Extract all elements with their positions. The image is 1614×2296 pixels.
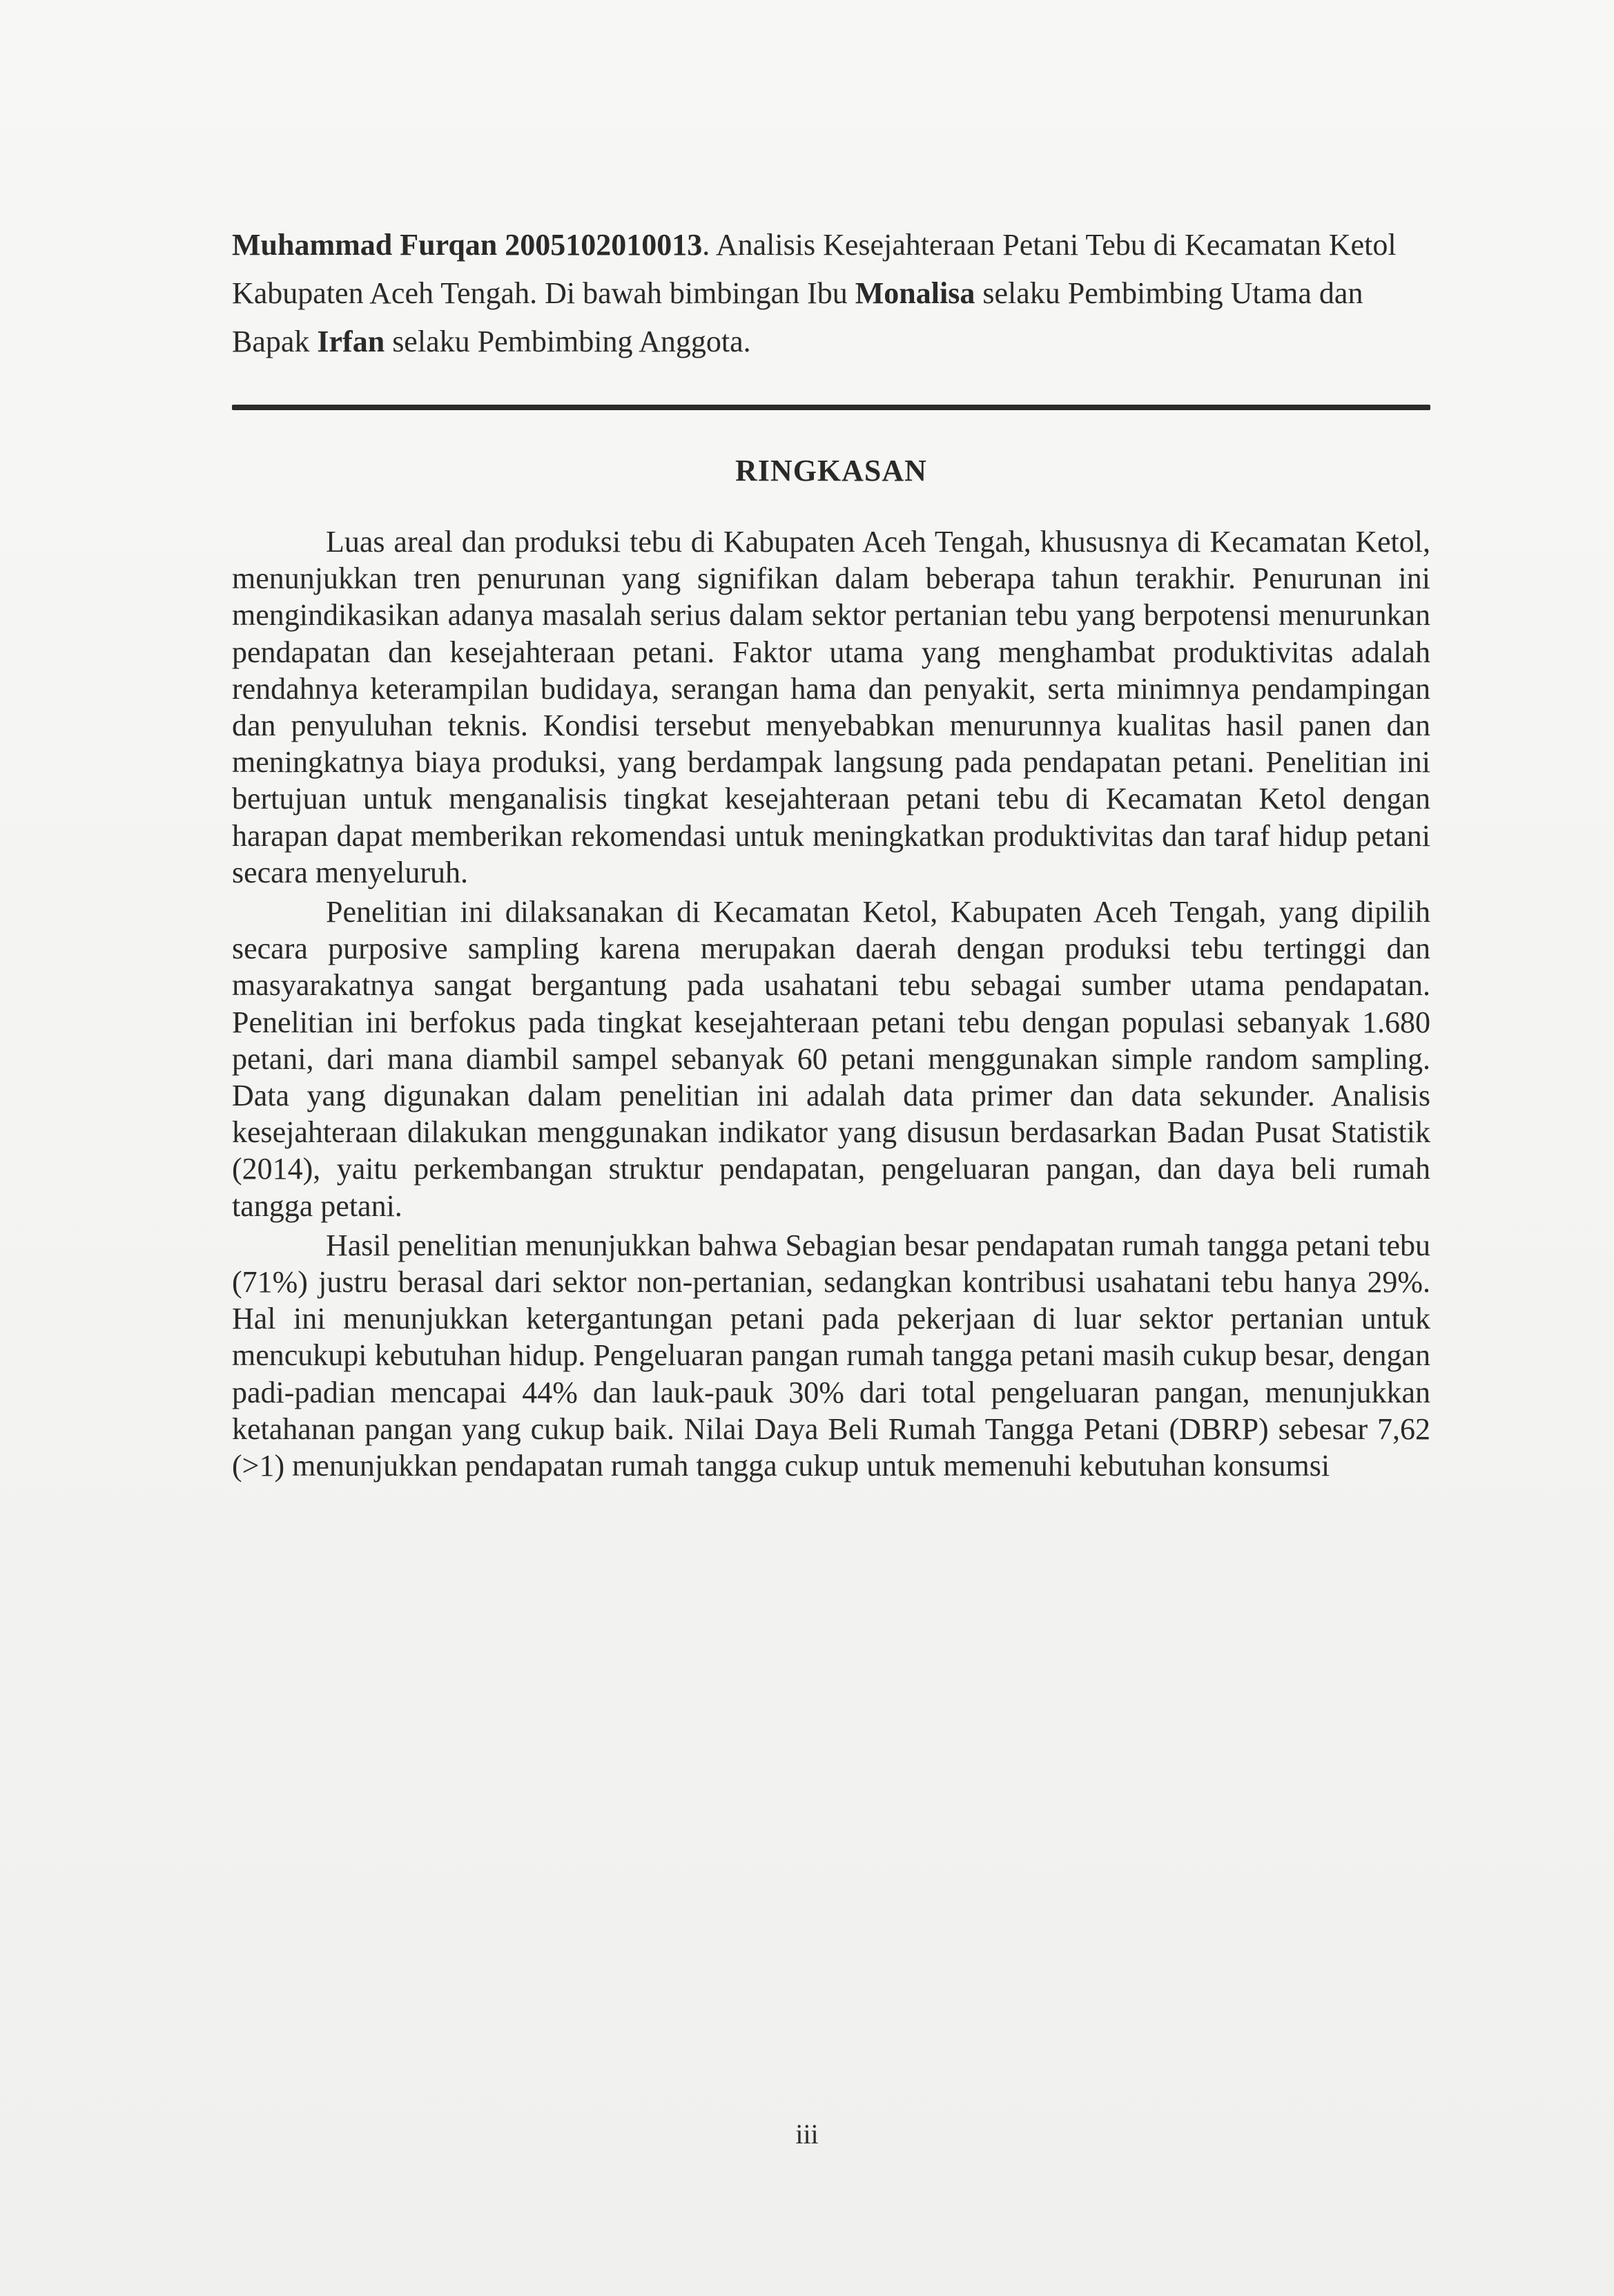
main-supervisor-name: Monalisa: [855, 276, 975, 310]
author-name-nim: Muhammad Furqan 2005102010013: [232, 228, 703, 262]
section-title: RINGKASAN: [735, 454, 927, 488]
summary-paragraph-1: Luas areal dan produksi tebu di Kabupaten Aceh Tengah, khususnya di Kecamatan Ketol, menunjukkan tren penurunan yang signifikan dalam beberapa tahun terakhir. Penurunan ini mengindikasikan adanya masalah serius dalam sektor pertanian tebu yang berpotensi menurunkan pendapatan dan kesejahteraan petani. Faktor utama yang menghambat produktivitas adalah rendahnya keterampilan budidaya, serangan hama dan penyakit, serta minimnya pendampingan dan penyuluhan teknis. Kondisi tersebut menyebabkan menurunnya kualitas hasil panen dan meningkatnya biaya produksi, yang berdampak langsung pada pendapatan petani. Penelitian ini bertujuan untuk menganalisis tingkat kesejahteraan petani tebu di Kecamatan Ketol dengan harapan dapat memberikan rekomendasi untuk meningkatkan produktivitas dan taraf hidup petani secara menyeluruh.: [232, 525, 1430, 889]
member-supervisor-name: Irfan: [317, 325, 385, 358]
header-text-2: selaku Pembimbing Utama dan Bapak: [232, 276, 1363, 358]
page-number: iii: [795, 2119, 819, 2150]
page-content: [232, 221, 1430, 1484]
header-text-1: . Analisis Kesejahteraan Petani Tebu di Kecamatan Ketol Kabupaten Aceh Tengah. Di bawah bimbingan Ibu: [232, 228, 1397, 310]
summary-paragraph-2: Penelitian ini dilaksanakan di Kecamatan Ketol, Kabupaten Aceh Tengah, yang dipilih secara purposive sampling karena merupakan daerah dengan produksi tebu tertinggi dan masyarakatnya sangat bergantung pada usahatani tebu sebagai sumber utama pendapatan. Penelitian ini berfokus pada tingkat kesejahteraan petani tebu dengan populasi sebanyak 1.680 petani, dari mana diambil sampel sebanyak 60 petani menggunakan simple random sampling. Data yang digunakan dalam penelitian ini adalah data primer dan data sekunder. Analisis kesejahteraan dilakukan menggunakan indikator yang disusun berdasarkan Badan Pusat Statistik (2014), yaitu perkembangan struktur pendapatan, pengeluaran pangan, dan daya beli rumah tangga petani.: [232, 895, 1430, 1223]
summary-paragraph-3: Hasil penelitian menunjukkan bahwa Sebagian besar pendapatan rumah tangga petani tebu (71%) justru berasal dari sektor non-pertanian, sedangkan kontribusi usahatani tebu hanya 29%. Hal ini menunjukkan ketergantungan petani pada pekerjaan di luar sektor pertanian untuk mencukupi kebutuhan hidup. Pengeluaran pangan rumah tangga petani masih cukup besar, dengan padi-padian mencapai 44% dan lauk-pauk 30% dari total pengeluaran pangan, menunjukkan ketahanan pangan yang cukup baik. Nilai Daya Beli Rumah Tangga Petani (DBRP) sebesar 7,62 (>1) menunjukkan pendapatan rumah tangga cukup untuk memenuhi kebutuhan konsumsi: [232, 1228, 1430, 1483]
header-text-3: selaku Pembimbing Anggota.: [385, 325, 751, 358]
bibliographic-header: [232, 221, 1430, 366]
horizontal-rule: [232, 405, 1430, 410]
